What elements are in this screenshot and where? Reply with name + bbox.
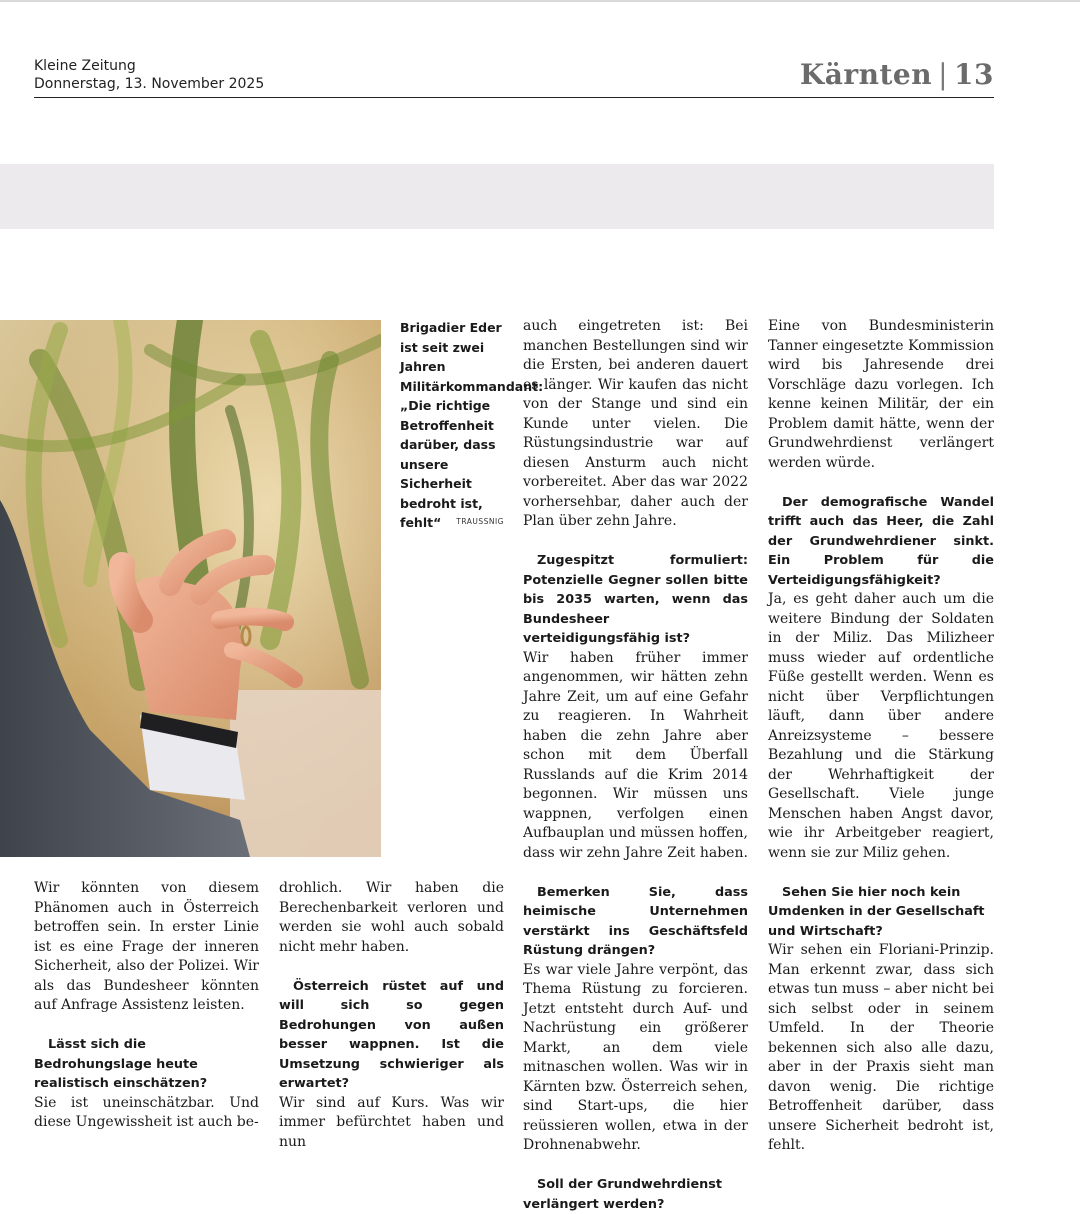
top-edge-rule (0, 0, 1080, 2)
interview-question: Österreich rüstet auf und will sich so gegen Bedrohungen von außen besser wappnen. Ist die Umsetzung schwieriger als erwartet? (279, 978, 504, 1091)
article-column-4 (768, 317, 994, 1156)
interview-question: Soll der Grundwehrdienst verlängert werden? (523, 1177, 723, 1212)
article-column-3 (523, 317, 748, 1214)
article-column-2 (279, 879, 504, 1152)
paragraph: Es war viele Jahre verpönt, das Thema Rüstung zu forcieren. Jetzt entsteht durch Auf- und Nachrüstung ein größerer Markt, an dem viele mitnaschen wollen. Was wir in Kärnten bzw. Österreich sehen, sind Start-ups, die hier reüssieren wollen, etwa in der Drohnenabwehr. (523, 961, 748, 1153)
paragraph: auch eingetreten ist: Bei manchen Bestellungen sind wir die Ersten, bei anderen dauert es länger. Wir kaufen das nicht von der Stange und sind ein Kunde unter vielen. Die Rüstungsindustrie war auf diesen Ansturm auch nicht vorbereitet. Aber das war 2022 vorhersehbar, daher auch der Plan über zehn Jahre. (523, 318, 748, 529)
section-name: Kärnten (799, 58, 933, 91)
paragraph: Wir könnten von diesem Phänomen auch in Österreich betroffen sein. In erster Linie ist es eine Frage der inneren Sicherheit, also der Polizei. Wir als das Bundesheer könnten auf Anfrage Assistenz leisten. (34, 880, 259, 1013)
interview-question: Lässt sich die Bedrohungslage heute realistisch einschätzen? (34, 1037, 208, 1091)
paragraph: Wir haben früher immer angenommen, wir hätten zehn Jahre Zeit, um auf eine Gefahr zu reagieren. In Wahrheit haben die zehn Jahre aber schon mit dem Überfall Russlands auf die Krim 2014 begonnen. Wir müssen uns wappnen, verfolgen einen Aufbauplan und müssen hoffen, dass wir zehn Jahre Zeit haben. (523, 649, 748, 861)
issue-date: Donnerstag, 13. November 2025 (34, 76, 265, 92)
paragraph: Wir sehen ein Floriani-Prinzip. Man erkennt zwar, dass sich etwas tun muss – aber nicht bei sich selbst oder in seinem Umfeld. In der Theorie bekennen sich also alle dazu, aber in der Praxis sieht man davon wenig. Die richtige Betroffenheit darüber, dass unsere Sicherheit bedroht ist, fehlt. (768, 942, 994, 1153)
interview-question: Bemerken Sie, dass heimische Unternehmen verstärkt ins Geschäftsfeld Rüstung drängen? (523, 884, 748, 958)
photo-credit: TRAUSSNIG (456, 517, 504, 526)
page-number: 13 (954, 58, 994, 91)
interview-question: Sehen Sie hier noch kein Umdenken in der Gesellschaft und Wirtschaft? (768, 884, 985, 939)
paragraph: Ja, es geht daher auch um die weitere Bindung der Soldaten in der Miliz. Das Milizheer muss wieder auf ordentliche Füße gestellt werden. Wenn es nicht über Verpflichtungen läuft, dann über andere Anreizsysteme – bessere Bezahlung und die Stärkung der Wehrhaftigkeit der Gesellschaft. Viele junge Menschen haben Angst davor, wie ihr Arbeitgeber reagiert, wenn sie zur Miliz gehen. (768, 591, 994, 861)
paragraph: Eine von Bundesministerin Tanner eingesetzte Kommission wird bis Jahresende drei Vorschläge dazu vorlegen. Ich kenne keinen Militär, der ein Problem damit hätte, wenn der Grundwehrdienst verlängert werden würde. (768, 318, 994, 471)
section-header (800, 58, 994, 91)
ad-banner-placeholder (0, 164, 994, 229)
article-column-1 (34, 879, 259, 1133)
header-rule (34, 97, 994, 98)
paragraph: Wir sind auf Kurs. Was wir immer befürchtet haben und nun (279, 1094, 504, 1150)
newspaper-name: Kleine Zeitung (34, 58, 136, 74)
interview-question: Der demografische Wandel trifft auch das Heer, die Zahl der Grundwehrdiener sinkt. Ein Problem für die Verteidigungsfähigkeit? (768, 494, 994, 588)
masthead (34, 57, 264, 93)
paragraph: Sie ist uneinschätzbar. Und diese Ungewissheit ist auch be- (34, 1094, 259, 1130)
photo-caption: Brigadier Eder ist seit zwei Jahren Militärkommandant: „Die richtige Betroffenheit darüber, dass unsere Sicherheit bedroht ist, fehlt“ (400, 320, 544, 530)
interview-question: Zugespitzt formuliert: Potenzielle Gegner sollen bitte bis 2035 warten, wenn das Bundesheer verteidigungsfähig ist? (523, 553, 748, 646)
paragraph: drohlich. Wir haben die Berechenbarkeit verloren und werden sie wohl auch sobald nicht mehr haben. (279, 880, 504, 955)
section-separator: | (938, 58, 949, 91)
article-photo (0, 320, 381, 857)
